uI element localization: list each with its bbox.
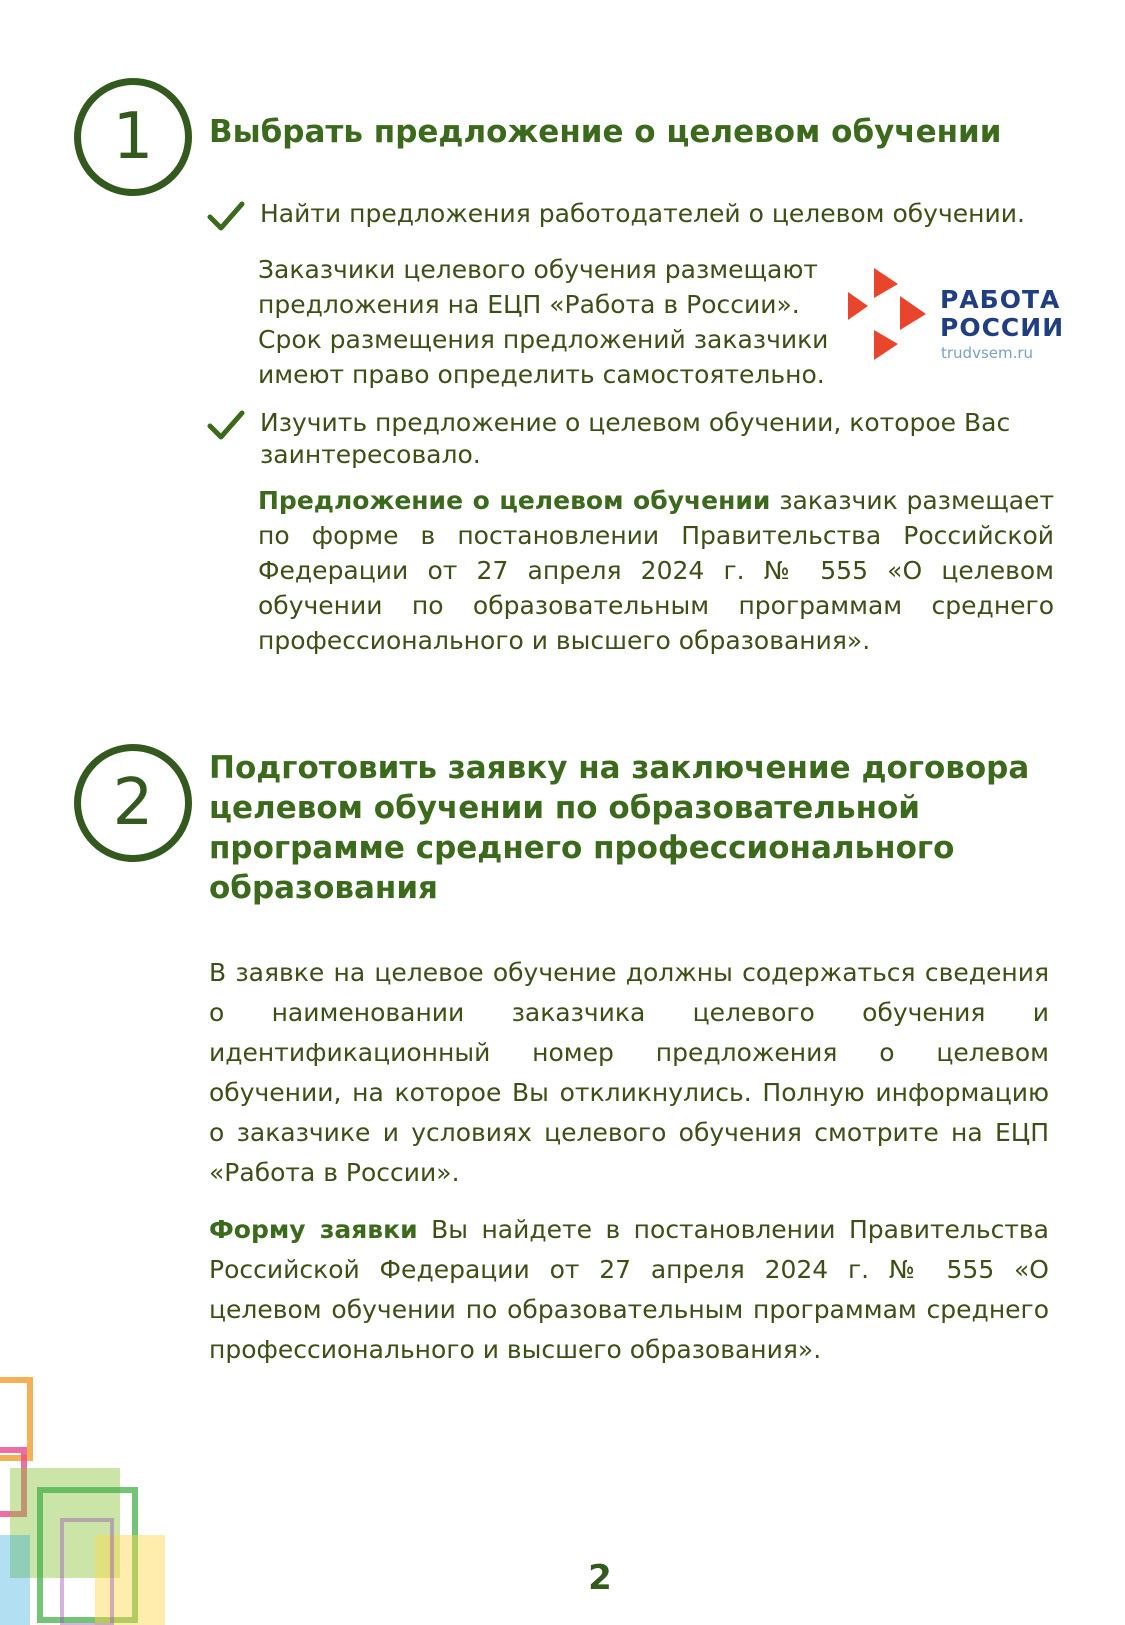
check-item-2-text: Изучить предложение о целевом обучении, которое Вас заинтересовало.	[260, 408, 1011, 469]
step-1-check-item-1	[206, 198, 1040, 234]
page-number: 2	[588, 1558, 612, 1598]
decorative-squares	[0, 1370, 180, 1625]
offer-description-text: заказчик размещает по форме в постановлении Правительства Российской Федерации от 27 апреля 2024 г. № 555 «О целевом обучении по образовательным программам среднего профессионального и высшего образования».	[258, 486, 1055, 655]
step-2-paragraph-2	[209, 1210, 1049, 1370]
check-item-1-text: Найти предложения работодателей о целевом обучении.	[260, 199, 1025, 228]
step-2-number-circle	[74, 744, 192, 862]
checkmark-icon	[206, 409, 246, 443]
logo-wordmark	[940, 286, 1064, 342]
form-paragraph-text: Вы найдете в постановлении Правительства Российской Федерации от 27 апреля 2024 г. № 555 «О целевом обучении по образовательным программам среднего профессионального и высшего образования».	[209, 1215, 1049, 1364]
step-1-number-circle	[74, 78, 192, 196]
step-1-title: Выбрать предложение о целевом обучении	[209, 114, 1002, 150]
step-2-paragraph-1: В заявке на целевое обучение должны содержаться сведения о наименовании заказчика целевого обучения и идентификационный номер предложения о целевом обучении, на которое Вы откликнулись. Полную информацию о заказчике и условиях целевого обучения смотрите на ЕЦП «Работа в России».	[209, 958, 1049, 1187]
form-lead-bold: Форму заявки	[209, 1215, 418, 1244]
triangles-logo-icon	[848, 268, 928, 360]
step-1-check-item-2	[206, 407, 1040, 471]
step-2-number: 2	[112, 766, 154, 840]
step-1-number: 1	[112, 100, 154, 174]
step-1-item-2-description	[258, 483, 1054, 658]
step-2-title: Подготовить заявку на заключение договора целевом обучении по образовательной программе среднего профессионального образования	[209, 750, 1030, 906]
rabota-rossii-logo	[848, 268, 1065, 362]
logo-line-1: РАБОТА	[940, 285, 1061, 314]
offer-lead-bold: Предложение о целевом обучении	[258, 486, 771, 515]
checkmark-icon	[206, 200, 246, 234]
logo-url: trudvsem.ru	[941, 344, 1034, 362]
logo-line-2: РОССИИ	[940, 313, 1065, 342]
step-1-item-1-description: Заказчики целевого обучения размещают предложения на ЕЦП «Работа в России». Срок размещения предложений заказчики имеют право определить самостоятельно.	[258, 255, 829, 389]
